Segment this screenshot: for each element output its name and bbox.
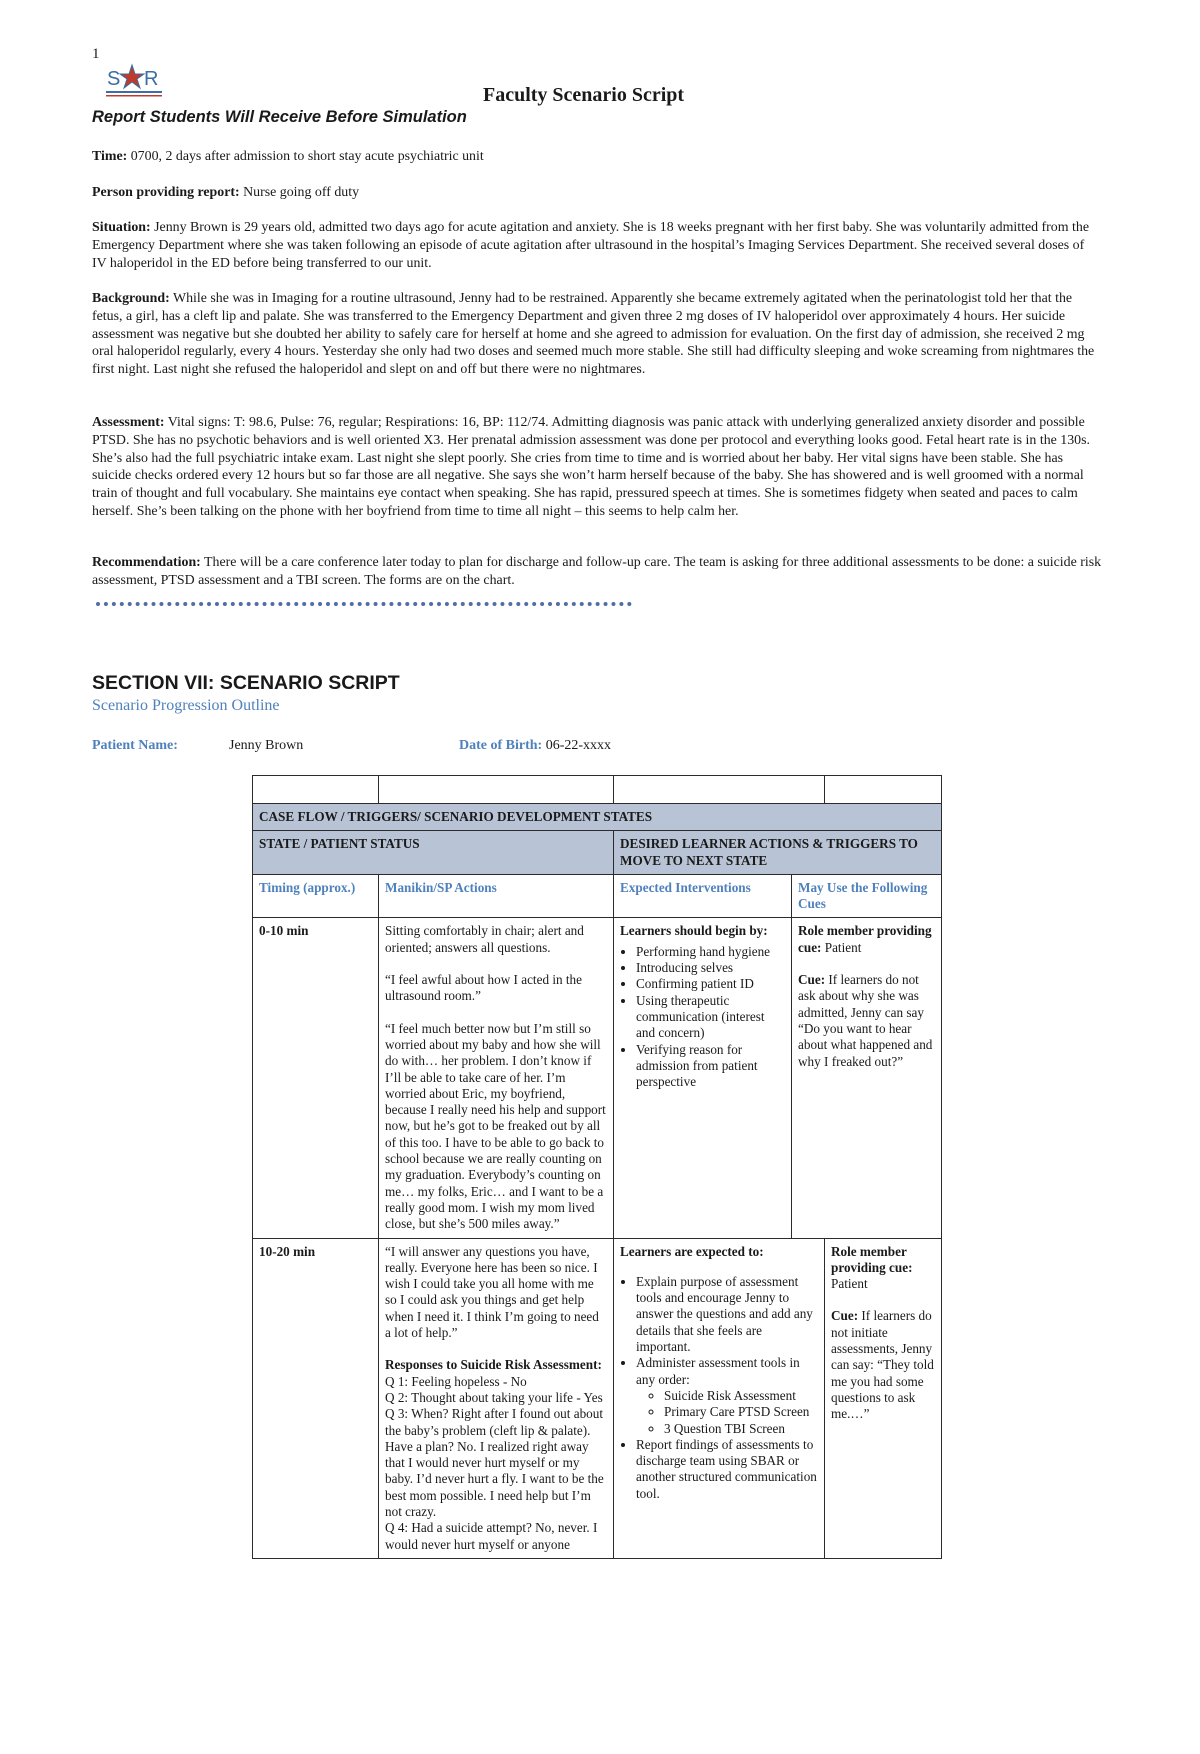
manikin-cell: “I will answer any questions you have, really. Everyone here has been so nice. I wish I could take you all home with me so I could ask you things and get help when I need it. I think I’m going to need a lot of help.” Responses to Suicide Risk Assessment: Q 1: Feeling hopeless - No Q 2: Thought about taking your life - Yes Q 3: When? Right after I found out about the baby’s problem (cleft lip & palate). Have a plan? No. I realized right away that I would never hurt myself or my baby. I’d never hurt a fly. I want to be the best mom possible. I need help but I’m not crazy. Q 4: Had a suicide attempt? No, never. I would never hurt myself or anyone xyxy=(379,1238,614,1558)
list-item: • Verifying reason for admission from patient perspective xyxy=(636,1042,785,1091)
list-item: ◦ Suicide Risk Assessment xyxy=(664,1388,818,1404)
logo-text: S xyxy=(107,68,121,90)
table-row xyxy=(253,1238,942,1558)
list-item: • Introducing selves xyxy=(636,960,785,976)
list-item: • Using therapeutic communication (interest and concern) xyxy=(636,993,785,1042)
table-row xyxy=(253,918,942,1238)
document-title: Faculty Scenario Script xyxy=(483,84,685,106)
list-item: • Performing hand hygiene xyxy=(636,944,785,960)
timing-cell: 0-10 min xyxy=(253,918,379,1238)
list-item: • Administer assessment tools in any order: ◦ Suicide Risk Assessment ◦ Primary Care PTSD Screen ◦ 3 Question TBI Screen xyxy=(636,1355,818,1436)
report-recommendation: Recommendation: There will be a care conference later today to plan for discharge and follow-up care. The team is asking for three additional assessments to be done: a suicide risk assessment, PTSD assessment and a TBI screen. The forms are on the chart. xyxy=(92,555,1102,588)
interventions-cell: Learners are expected to: • Explain purpose of assessment tools and encourage Jenny to answer the questions and add any details that she feels are important. • Administer assessment tools in any order: ◦ Suicide Risk Assessment ◦ Primary Care PTSD Screen ◦ 3 Question TBI Screen • Report findings of assessments to discharge team using SBAR or another structured communication tool. xyxy=(614,1238,825,1558)
patient-name: Jenny Brown xyxy=(229,738,304,753)
learner-header: DESIRED LEARNER ACTIONS & TRIGGERS TO MOVE TO NEXT STATE xyxy=(614,831,942,875)
col-manikin: Manikin/SP Actions xyxy=(379,874,614,918)
star-logo xyxy=(104,60,166,100)
blank-cell xyxy=(379,776,614,804)
col-interventions: Expected Interventions xyxy=(614,874,792,918)
col-cues: May Use the Following Cues xyxy=(792,874,942,918)
star-icon xyxy=(120,65,144,88)
report-situation: Situation: Jenny Brown is 29 years old, admitted two days ago for acute agitation and anxiety. She is 18 weeks pregnant with her first baby. She was voluntarily admitted from the Emergency Department where she was taken following an episode of acute agitation after ultrasound in the hospital’s Imaging Services Department. She received several doses of IV haloperidol in the ED before being transferred to our unit. xyxy=(92,220,1089,271)
report-background: Background: While she was in Imaging for a routine ultrasound, Jenny had to be restrained. Apparently she became extremely agitated when the perinatologist told her that the fetus, a girl, has a cleft lip and palate. She was transferred to the Emergency Department and given three 2 mg doses of IV haloperidol over approximately 4 hours. Her suicide assessment was negative but she doubted her ability to safely care for herself at home and she agreed to admission for evaluation. On the first day of admission, she received 2 mg oral haloperidol regularly, every 4 hours. Yesterday she only had two doses and seemed much more stable. She still had difficulty sleeping and woke screaming from nightmares the first night. Last night she refused the haloperidol and slept on and off but there were no nightmares. xyxy=(92,291,1095,378)
interventions-list xyxy=(620,944,785,1091)
report-heading: Report Students Will Receive Before Simulation xyxy=(92,108,467,126)
patient-name-label: Patient Name: xyxy=(92,738,178,753)
manikin-cell: Sitting comfortably in chair; alert and oriented; answers all questions. “I feel awful about how I acted in the ultrasound room.” “I feel much better now but I’m still so worried about my baby and how she will do with… her problem. I don’t know if I’ll be able to take care of her. I’m worried about Eric, my boyfriend, because I really need his help and support now, but he’s got to be freaked out by all of this too. I have to be able to go back to school because we are really counting on my graduation. Everybody’s counting on me… my folks, Eric… and I want to be a really good mom. I wish my mom lived close, but she’s 500 miles away.” xyxy=(379,918,614,1238)
section-subtitle: Scenario Progression Outline xyxy=(92,697,280,714)
blank-cell xyxy=(825,776,942,804)
dob-line xyxy=(459,738,611,754)
report-person: Person providing report: Nurse going off duty xyxy=(92,185,360,200)
cues-cell: Role member providing cue: Patient Cue: If learners do not ask about why she was admitted, Jenny can say “Do you want to hear about what happened and why I freaked out?” xyxy=(792,918,942,1238)
tools-list xyxy=(636,1388,818,1437)
state-header: STATE / PATIENT STATUS xyxy=(253,831,614,875)
case-flow-band: CASE FLOW / TRIGGERS/ SCENARIO DEVELOPMENT STATES xyxy=(253,804,942,831)
blank-row xyxy=(253,776,942,804)
page-number: 1 xyxy=(92,46,100,62)
case-flow-table xyxy=(252,775,942,1559)
dob-value: 06-22-xxxx xyxy=(545,738,612,753)
section-title: SECTION VII: SCENARIO SCRIPT xyxy=(92,672,400,694)
list-item: ◦ 3 Question TBI Screen xyxy=(664,1421,818,1437)
cues-cell: Role member providing cue: Patient Cue: If learners do not initiate assessments, Jenny can say: “They told me you had some questions to ask me.…” xyxy=(825,1238,942,1558)
interventions-cell: Learners should begin by: • Performing hand hygiene • Introducing selves • Confirming patient ID • Using therapeutic communication (interest and concern) • Verifying reason for admission from patient perspective xyxy=(614,918,792,1238)
list-item: • Explain purpose of assessment tools and encourage Jenny to answer the questions and add any details that she feels are important. xyxy=(636,1274,818,1355)
col-timing: Timing (approx.) xyxy=(253,874,379,918)
list-item: • Confirming patient ID xyxy=(636,976,785,992)
timing-cell: 10-20 min xyxy=(253,1238,379,1558)
dotted-divider xyxy=(96,602,632,606)
report-time: Time: 0700, 2 days after admission to short stay acute psychiatric unit xyxy=(92,149,484,164)
band-row xyxy=(253,804,942,831)
blank-cell xyxy=(253,776,379,804)
list-item: • Report findings of assessments to discharge team using SBAR or another structured communication tool. xyxy=(636,1437,818,1502)
report-assessment: Assessment: Vital signs: T: 98.6, Pulse: 76, regular; Respirations: 16, BP: 112/74. Admitting diagnosis was panic attack with underlying generalized anxiety disorder and possible PTSD. She has no psychotic behaviors and is well oriented X3. Her prenatal admission assessment was done per protocol and everything looks good. Fetal heart rate is in the 130s. She’s also had the full psychiatric intake exam. Last night she slept poorly. She cries from time to time and is worried about her baby. Her vital signs have been stable. She has suicide checks ordered every 12 hours but so far those are all negative. She says she won’t harm herself because of the baby. She has showered and is well groomed with a normal train of thought and full vocabulary. She maintains eye contact when speaking. She has rapid, pressured speech at times. She is sometimes fidgety when seated and paces to calm herself. She’s been talking on the phone with her boyfriend from time to time all night – this seems to help calm her. xyxy=(92,415,1090,519)
svg-text:R: R xyxy=(144,68,159,90)
blank-cell xyxy=(614,776,825,804)
list-item: ◦ Primary Care PTSD Screen xyxy=(664,1404,818,1420)
column-header-row xyxy=(253,874,942,918)
dob-label: Date of Birth: xyxy=(459,738,543,753)
interventions-list xyxy=(620,1274,818,1502)
state-header-row xyxy=(253,831,942,875)
